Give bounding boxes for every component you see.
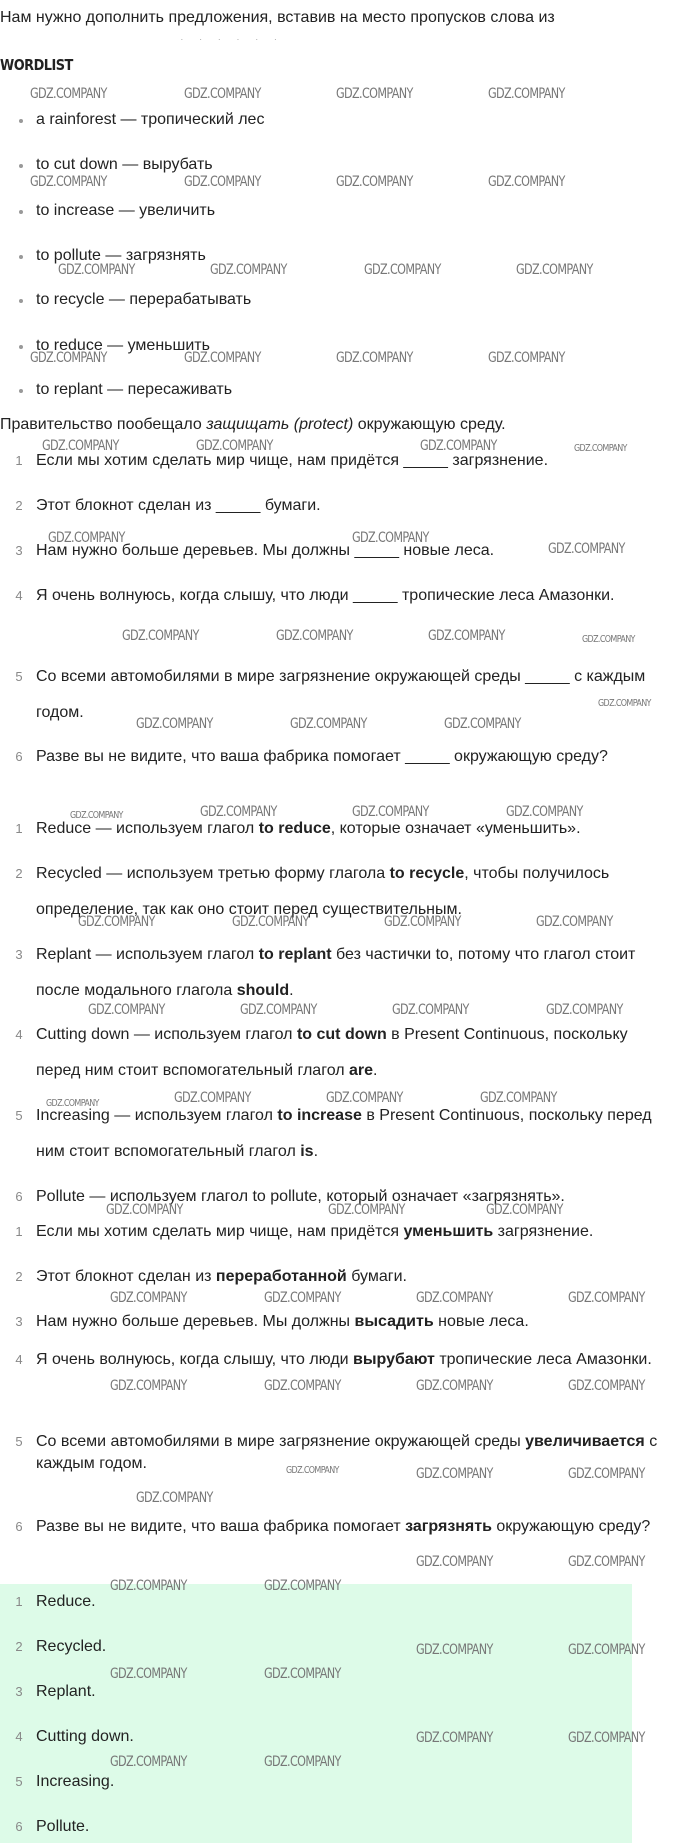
- watermark: GDZ.COMPANY: [574, 443, 627, 454]
- answer-text: Recycled.: [36, 1638, 107, 1655]
- watermark: GDZ.COMPANY: [210, 262, 287, 278]
- list-item: [15, 1809, 672, 1845]
- watermark: GDZ.COMPANY: [264, 1666, 341, 1682]
- intro-text: Нам нужно дополнить предложения, вставив на место пропусков слова из: [0, 9, 555, 26]
- watermark: GDZ.COMPANY: [416, 1378, 493, 1394]
- item-number: 4: [15, 1352, 23, 1367]
- watermark: GDZ.COMPANY: [264, 1578, 341, 1594]
- item-number: 3: [15, 1314, 23, 1329]
- answer-text: Reduce.: [36, 1593, 96, 1610]
- watermark: GDZ.COMPANY: [568, 1642, 645, 1658]
- watermark: GDZ.COMPANY: [488, 86, 565, 102]
- list-item: 4 Cutting down — используем глагол to cut down в Present Continuous, поскольку перед ним стоит вспомогательный глагол are.: [36, 1017, 672, 1089]
- item-number: 5: [15, 1774, 23, 1789]
- watermark: GDZ.COMPANY: [582, 634, 635, 645]
- item-number: 3: [15, 543, 23, 558]
- watermark: GDZ.COMPANY: [568, 1378, 645, 1394]
- list-item: 5 Increasing — используем глагол to increase в Present Continuous, поскольку перед ним стоит вспомогательный глагол is.: [36, 1098, 672, 1170]
- watermark: GDZ.COMPANY: [110, 1378, 187, 1394]
- list-item: [15, 443, 672, 479]
- watermark: GDZ.COMPANY: [444, 716, 521, 732]
- watermark: GDZ.COMPANY: [364, 262, 441, 278]
- item-number: 6: [15, 749, 23, 764]
- watermark: GDZ.COMPANY: [122, 628, 199, 644]
- watermark: GDZ.COMPANY: [420, 438, 497, 454]
- item-text: Я очень волнуюсь, когда слышу, что люди _____ тропические леса Амазонки.: [36, 587, 615, 604]
- watermark: GDZ.COMPANY: [110, 1754, 187, 1770]
- watermark: GDZ.COMPANY: [568, 1730, 645, 1746]
- watermark: GDZ.COMPANY: [58, 262, 135, 278]
- watermark: GDZ.COMPANY: [568, 1290, 645, 1306]
- item-number: 6: [15, 1819, 23, 1834]
- list-item: 6 Разве вы не видите, что ваша фабрика помогает загрязнять окружающую среду?: [36, 1509, 672, 1545]
- list-item: 2 Этот блокнот сделан из переработанной бумаги.: [36, 1259, 672, 1295]
- list-item: 1 Если мы хотим сделать мир чище, нам придётся уменьшить загрязнение.: [36, 1214, 672, 1250]
- watermark: GDZ.COMPANY: [30, 350, 107, 366]
- example-text: Правительство пообещало: [0, 416, 207, 433]
- item-number: 2: [15, 1639, 23, 1654]
- wordlist-item: to increase — увеличить: [36, 202, 216, 219]
- list-item: [15, 1674, 672, 1710]
- watermark: GDZ.COMPANY: [416, 1730, 493, 1746]
- example-text: окружающую среду.: [353, 416, 506, 433]
- item-text: Этот блокнот сделан из _____ бумаги.: [36, 497, 321, 514]
- item-number: 5: [15, 1434, 23, 1449]
- list-item: 1 Reduce — используем глагол to reduce, которые означает «уменьшить».: [36, 811, 672, 847]
- watermark: GDZ.COMPANY: [546, 1002, 623, 1018]
- item-text: Со всеми автомобилями в мире загрязнение окружающей среды _____ с каждым годом.: [36, 668, 646, 721]
- wordlist-item: to reduce — уменьшить: [36, 337, 210, 354]
- item-text: Нам нужно больше деревьев. Мы должны _____ новые леса.: [36, 542, 495, 559]
- watermark: GDZ.COMPANY: [240, 1002, 317, 1018]
- item-number: 1: [15, 821, 23, 836]
- answers-block: [0, 1584, 632, 1843]
- watermark: GDZ.COMPANY: [336, 174, 413, 190]
- watermark: GDZ.COMPANY: [286, 1465, 339, 1476]
- watermark: GDZ.COMPANY: [200, 804, 277, 820]
- wordlist-item: to replant — пересаживать: [36, 381, 233, 398]
- item-number: 1: [15, 1224, 23, 1239]
- watermark: GDZ.COMPANY: [384, 914, 461, 930]
- list-item: [15, 488, 672, 524]
- watermark: GDZ.COMPANY: [392, 1002, 469, 1018]
- item-number: 3: [15, 1684, 23, 1699]
- example-sentence: [0, 414, 680, 436]
- watermark: GDZ.COMPANY: [264, 1290, 341, 1306]
- watermark: GDZ.COMPANY: [42, 438, 119, 454]
- list-item: 3 Нам нужно больше деревьев. Мы должны высадить новые леса.: [36, 1304, 672, 1340]
- watermark: GDZ.COMPANY: [46, 1098, 99, 1109]
- watermark: GDZ.COMPANY: [184, 86, 261, 102]
- watermark: GDZ.COMPANY: [416, 1554, 493, 1570]
- watermark: GDZ.COMPANY: [428, 628, 505, 644]
- list-item: 5 Со всеми автомобилями в мире загрязнение окружающей среды увеличивается с каждым годом.: [15, 1433, 658, 1472]
- answer-text: Replant.: [36, 1683, 96, 1700]
- watermark: GDZ.COMPANY: [70, 810, 123, 821]
- watermark: GDZ.COMPANY: [598, 698, 651, 709]
- watermark: GDZ.COMPANY: [174, 1090, 251, 1106]
- watermark: GDZ.COMPANY: [416, 1290, 493, 1306]
- item-number: 1: [15, 453, 23, 468]
- watermark: GDZ.COMPANY: [336, 86, 413, 102]
- wordlist-item: to recycle — перерабатывать: [36, 291, 252, 308]
- watermark: GDZ.COMPANY: [110, 1666, 187, 1682]
- watermark: GDZ.COMPANY: [110, 1290, 187, 1306]
- item-number: 5: [15, 1108, 23, 1123]
- watermark: GDZ.COMPANY: [568, 1554, 645, 1570]
- watermark: GDZ.COMPANY: [184, 350, 261, 366]
- watermark: GDZ.COMPANY: [106, 1202, 183, 1218]
- watermark: GDZ.COMPANY: [486, 1202, 563, 1218]
- list-item: 2 Recycled — используем третью форму глагола to recycle, чтобы получилось определение, так как оно стоит перед существительным.: [36, 856, 672, 928]
- watermark: GDZ.COMPANY: [136, 1490, 213, 1506]
- list-item: [15, 1629, 672, 1665]
- watermark: GDZ.COMPANY: [136, 716, 213, 732]
- watermark: GDZ.COMPANY: [78, 914, 155, 930]
- watermark: GDZ.COMPANY: [264, 1754, 341, 1770]
- list-item: 6 Pollute — используем глагол to pollute, который означает «загрязнять».: [36, 1179, 672, 1215]
- watermark: GDZ.COMPANY: [480, 1090, 557, 1106]
- watermark: GDZ.COMPANY: [506, 804, 583, 820]
- item-number: 6: [15, 1519, 23, 1534]
- watermark: GDZ.COMPANY: [232, 914, 309, 930]
- answer-text: Cutting down.: [36, 1728, 134, 1745]
- watermark: GDZ.COMPANY: [196, 438, 273, 454]
- watermark: GDZ.COMPANY: [326, 1090, 403, 1106]
- watermark: GDZ.COMPANY: [352, 530, 429, 546]
- watermark: GDZ.COMPANY: [352, 804, 429, 820]
- watermark: GDZ.COMPANY: [30, 174, 107, 190]
- wordlist-item: a rainforest — тропический лес: [36, 111, 265, 128]
- list-item: [15, 1764, 672, 1800]
- watermark: GDZ.COMPANY: [88, 1002, 165, 1018]
- list-item: [15, 578, 672, 614]
- item-number: 6: [15, 1189, 23, 1204]
- cut-off-text: · · · · · ·: [180, 34, 284, 40]
- watermark: GDZ.COMPANY: [328, 1202, 405, 1218]
- list-item: [15, 739, 672, 775]
- wordlist-title: WORDLIST: [0, 56, 73, 74]
- watermark: GDZ.COMPANY: [276, 628, 353, 644]
- watermark: GDZ.COMPANY: [336, 350, 413, 366]
- watermark: GDZ.COMPANY: [264, 1378, 341, 1394]
- list-item: [15, 1719, 672, 1755]
- watermark: GDZ.COMPANY: [536, 914, 613, 930]
- item-text: Разве вы не видите, что ваша фабрика помогает _____ окружающую среду?: [36, 748, 608, 765]
- list-item: [15, 659, 672, 731]
- watermark: GDZ.COMPANY: [416, 1466, 493, 1482]
- list-item: [15, 1584, 672, 1620]
- item-number: 2: [15, 1269, 23, 1284]
- item-number: 2: [15, 866, 23, 881]
- answer-text: Increasing.: [36, 1773, 115, 1790]
- item-text: Если мы хотим сделать мир чище, нам придётся _____ загрязнение.: [36, 452, 549, 469]
- list-item: 3 Replant — используем глагол to replant без частички to, потому что глагол стоит после модального глагола should.: [36, 937, 672, 1009]
- wordlist-item: to cut down — вырубать: [36, 156, 213, 173]
- list-item: 4 Я очень волнуюсь, когда слышу, что люди вырубают тропические леса Амазонки.: [36, 1349, 672, 1371]
- list-item: [15, 533, 672, 569]
- item-number: 1: [15, 1594, 23, 1609]
- item-number: 2: [15, 498, 23, 513]
- item-number: 5: [15, 669, 23, 684]
- watermark: GDZ.COMPANY: [48, 530, 125, 546]
- watermark: GDZ.COMPANY: [488, 350, 565, 366]
- item-number: 4: [15, 588, 23, 603]
- watermark: GDZ.COMPANY: [488, 174, 565, 190]
- watermark: GDZ.COMPANY: [516, 262, 593, 278]
- wordlist-item: to pollute — загрязнять: [36, 247, 206, 264]
- example-emphasis: защищать (protect): [206, 416, 354, 433]
- item-number: 4: [15, 1027, 23, 1042]
- answer-text: Pollute.: [36, 1818, 90, 1835]
- watermark: GDZ.COMPANY: [416, 1642, 493, 1658]
- watermark: GDZ.COMPANY: [548, 541, 625, 557]
- watermark: GDZ.COMPANY: [110, 1578, 187, 1594]
- watermark: GDZ.COMPANY: [290, 716, 367, 732]
- item-number: 4: [15, 1729, 23, 1744]
- watermark: GDZ.COMPANY: [30, 86, 107, 102]
- watermark: GDZ.COMPANY: [568, 1466, 645, 1482]
- item-number: 3: [15, 947, 23, 962]
- watermark: GDZ.COMPANY: [184, 174, 261, 190]
